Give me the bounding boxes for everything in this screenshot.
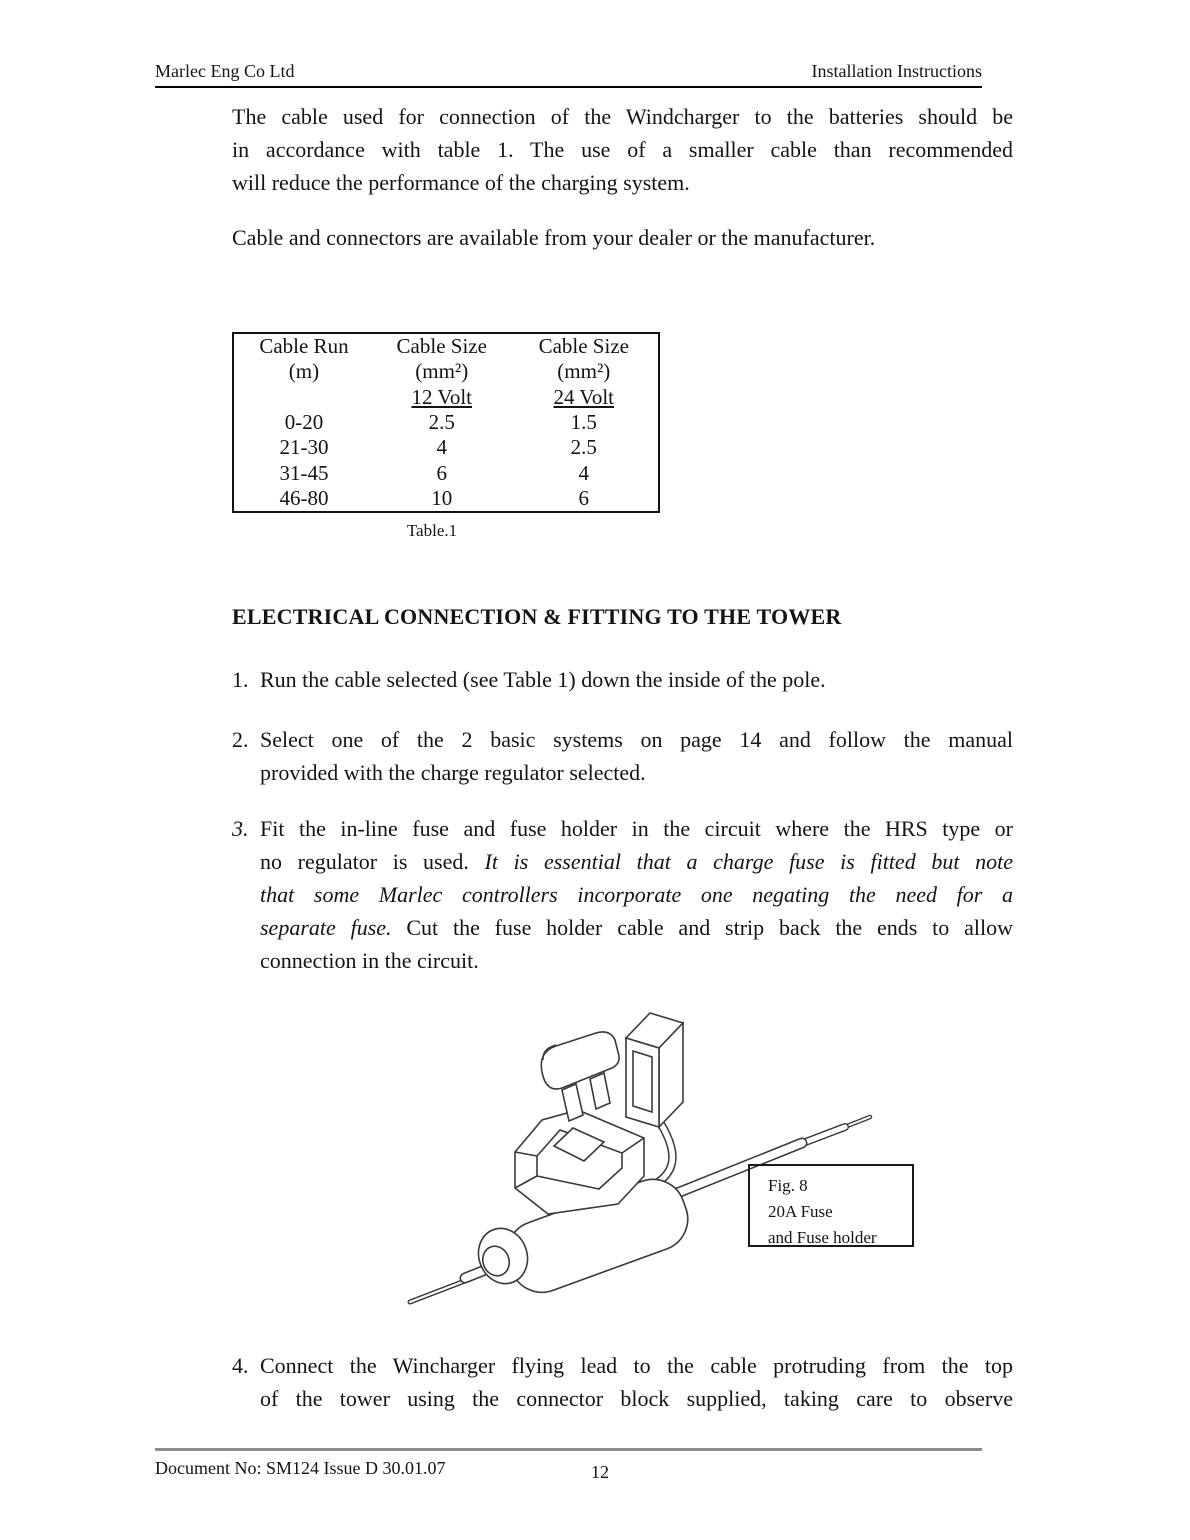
step-text-italic: separate fuse. [260,915,392,940]
footer-page-number: 12 [591,1462,609,1482]
step-2 [232,723,1013,789]
paragraph-line: The cable used for connection of the Windcharger to the batteries should be [232,104,1013,129]
step-line: provided with the charge regulator selected. [260,760,646,785]
table-header-cell: (mm²) [415,359,469,384]
step-line: connection in the circuit. [260,948,479,973]
blade-fuse-body [541,1032,619,1089]
fuse-blade-right [590,1073,610,1109]
step-line: that some Marlec controllers incorporate one negating the need for a [260,882,1013,907]
step-number: 4. [232,1353,249,1378]
step-3 [232,812,1013,977]
step-number: 2. [232,727,249,752]
paragraph-line: will reduce the performance of the charging system. [232,170,690,195]
step-line [260,911,1013,944]
table-cell: 1.5 [570,409,597,434]
step-line: Fit the in-line fuse and fuse holder in the circuit where the HRS type or [260,816,1013,841]
figure-caption-box [748,1164,914,1247]
table-cell: 2.5 [428,409,455,434]
page-header [155,60,982,88]
table-cell: 4 [436,435,447,460]
table-header-12v: 12 Volt [411,384,472,409]
table-header-cell: Cable Run [259,334,349,359]
footer-rule [155,1448,982,1451]
table-cell: 10 [431,485,453,510]
step-text-regular: Cut the fuse holder cable and strip back the ends to allow [391,915,1013,940]
table-cell: 2.5 [570,435,597,460]
table-caption: Table.1 [406,521,458,540]
step-line: Select one of the 2 basic systems on page 14 and follow the manual [260,727,1013,752]
table-cell: 21-30 [279,435,329,460]
table-header-cell [234,385,374,410]
table-header-cell [510,385,658,410]
fuse-cap-window [633,1051,652,1112]
header-company: Marlec Eng Co Ltd [155,61,295,81]
step-line [260,845,1013,878]
table-cell: 46-80 [279,485,329,510]
step-4 [232,1349,1013,1415]
table-header-cell: Cable Size [538,334,629,359]
table-cell: 4 [578,460,590,485]
fuse-holder-figure [390,1000,1040,1330]
header-doc-type: Installation Instructions [811,61,982,81]
table-cell: 31-45 [279,460,329,485]
step-line: of the tower using the connector block supplied, taking care to observe [260,1386,1013,1411]
paragraph-line: Cable and connectors are available from your dealer or the manufacturer. [232,225,876,250]
section-heading: ELECTRICAL CONNECTION & FITTING TO THE TOWER [232,604,842,629]
table-cell: 0-20 [284,409,324,434]
table-header-cell [374,385,510,410]
paragraph-line: in accordance with table 1. The use of a smaller cable than recommended [232,137,1013,162]
step-1 [232,663,1013,696]
table-header-cell: (m) [288,359,320,384]
table-header-24v: 24 Volt [553,384,615,409]
cable-size-table [232,332,660,513]
table-cell: 6 [578,485,590,510]
step-text-italic: It is essential that a charge fuse is fitted but note [484,849,1013,874]
step-line: Run the cable selected (see Table 1) down the inside of the pole. [260,667,826,692]
figure-caption-line: 20A Fuse [768,1202,833,1221]
step-number: 1. [232,667,249,692]
figure-number: Fig. 8 [768,1176,808,1195]
table-header-cell: (mm²) [557,359,611,384]
figure-caption-line: and Fuse holder [768,1228,877,1247]
footer-document-number: Document No: SM124 Issue D 30.01.07 [155,1458,446,1478]
step-number: 3. [232,816,249,841]
step-text-regular: no regulator is used. [260,849,485,874]
table-cell: 6 [436,460,447,485]
intro-paragraph-2 [232,221,1013,254]
table-header-cell: Cable Size [396,334,487,359]
intro-paragraph-1 [232,100,1013,199]
step-line: Connect the Wincharger flying lead to the cable protruding from the top [260,1353,1013,1378]
